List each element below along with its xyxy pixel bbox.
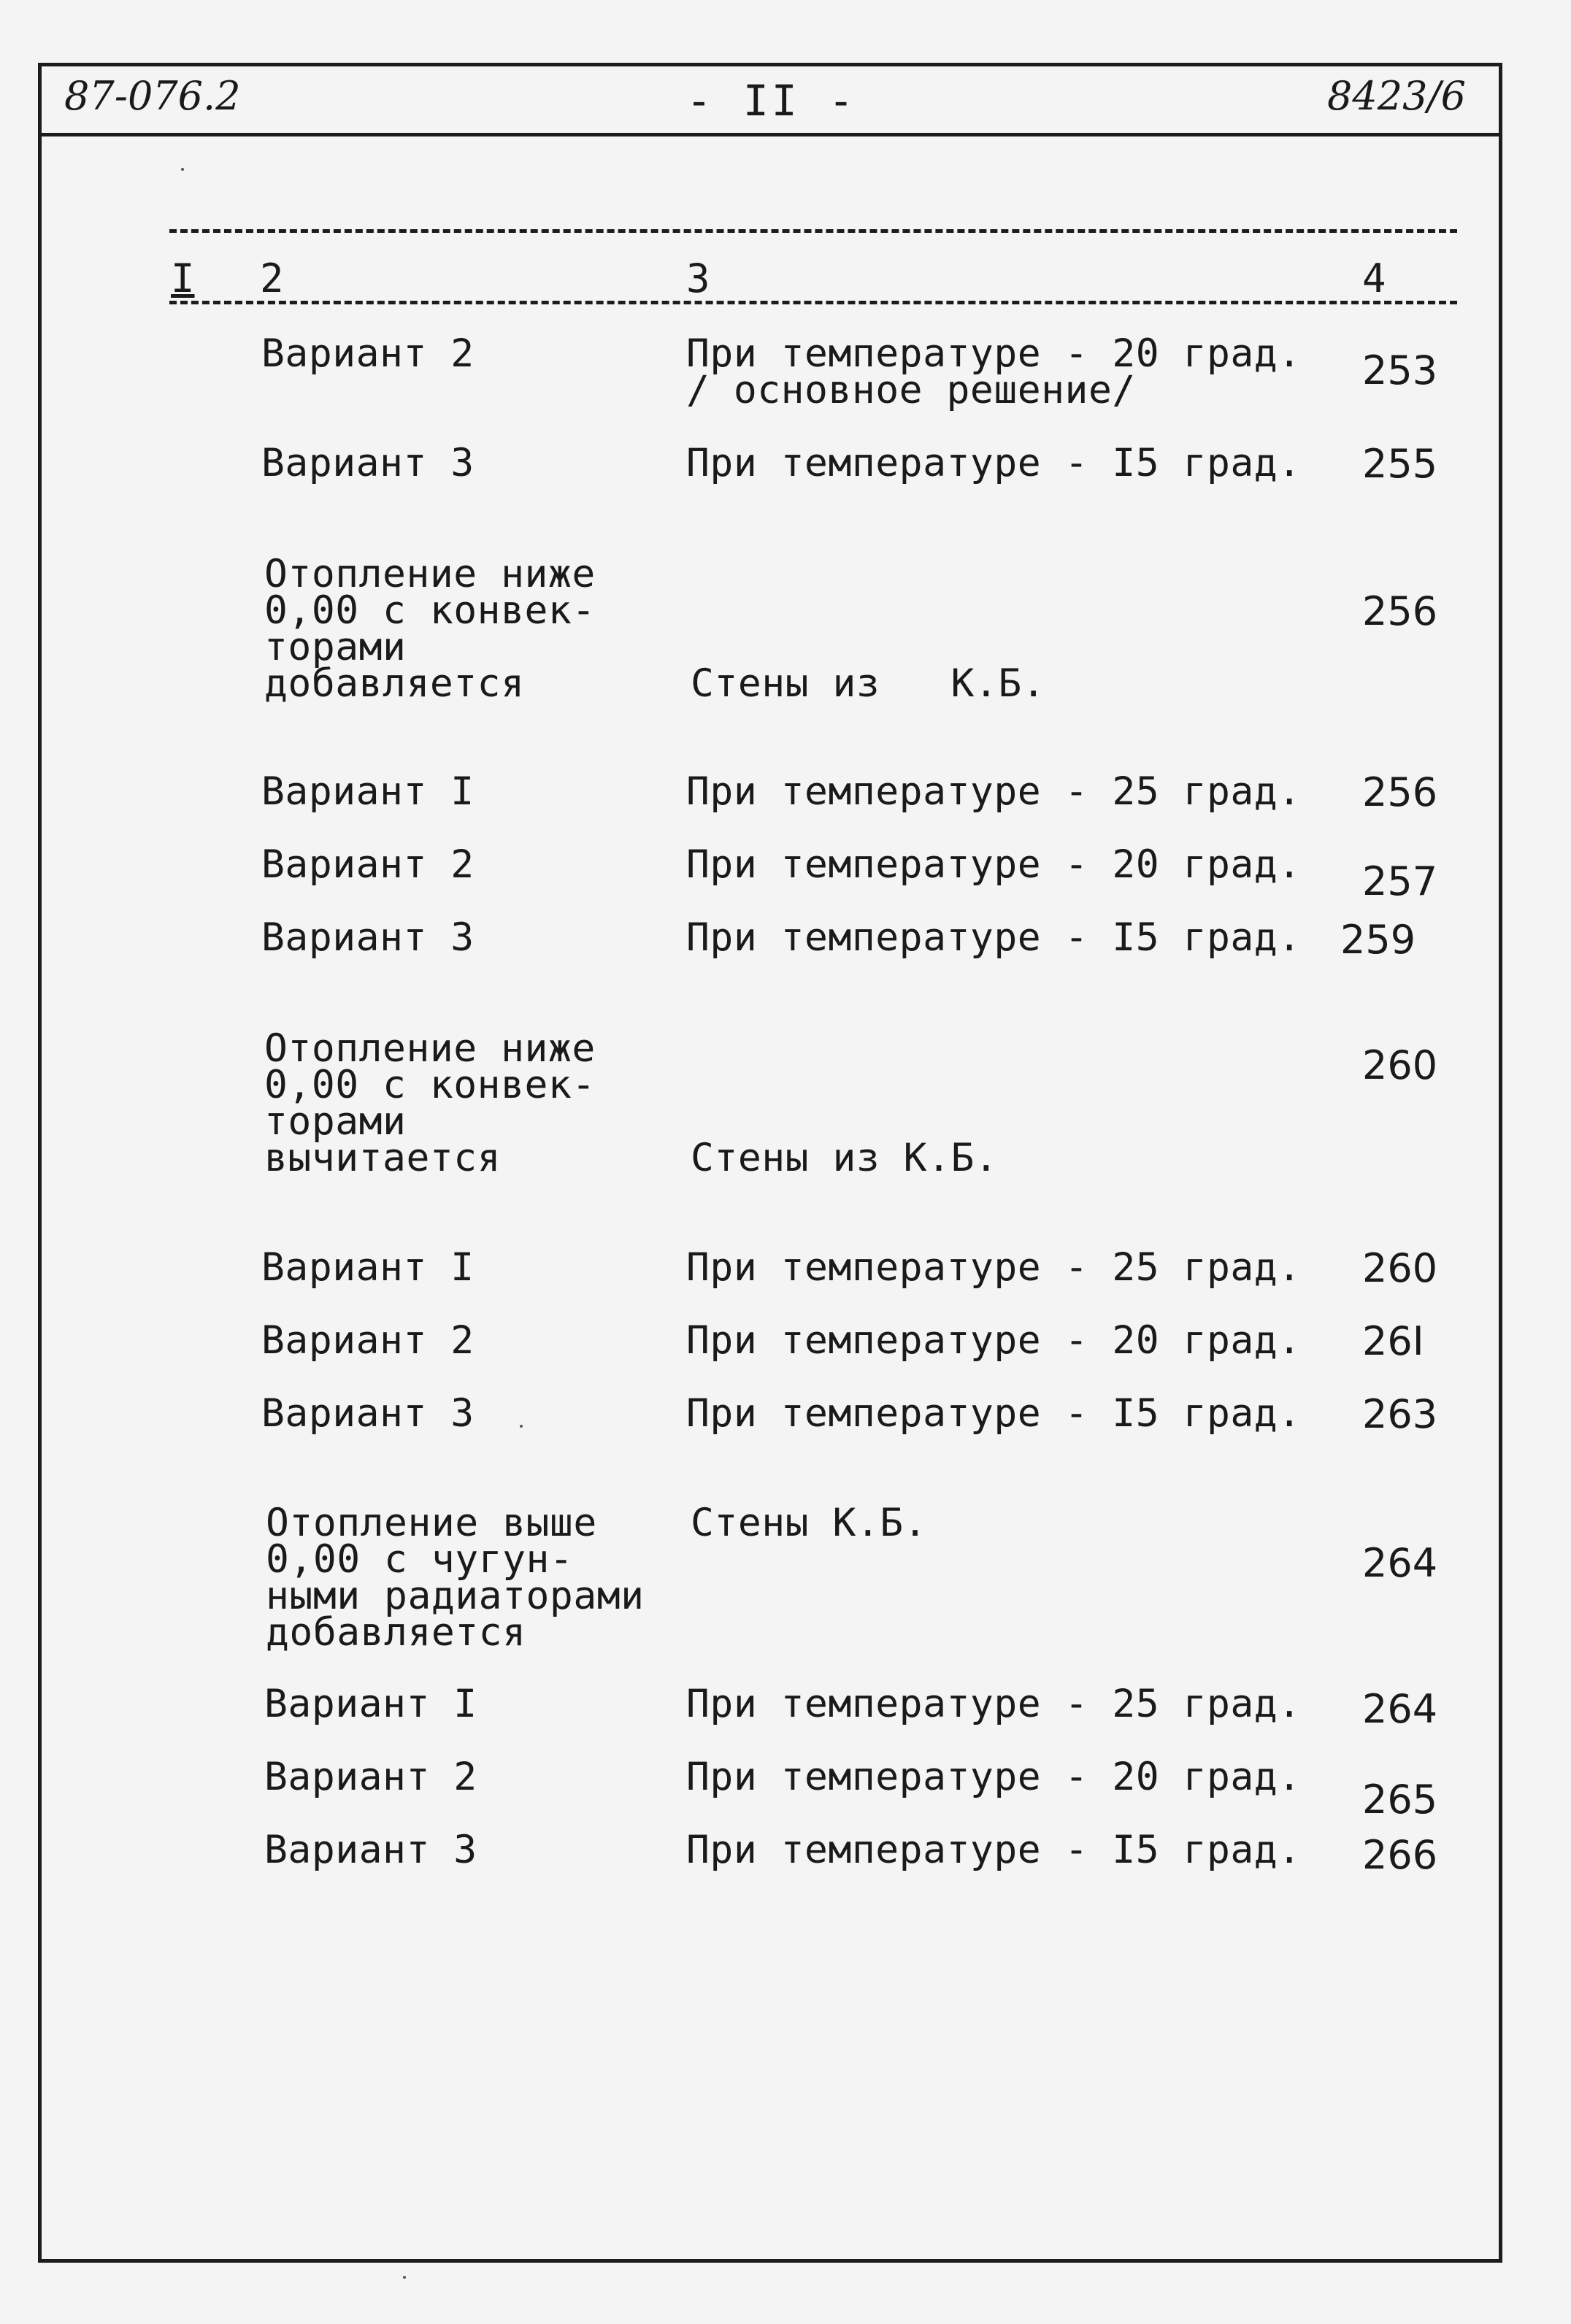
scan-speck (181, 168, 184, 171)
row-page: 264 (1362, 1686, 1438, 1732)
row-description: При температуре - 20 град. (686, 842, 1302, 887)
row-page: 256 (1362, 769, 1438, 815)
row-label: Вариант 3 (261, 441, 475, 485)
column-number-3: 3 (686, 255, 710, 301)
row-description: Стены из К.Б. (691, 1136, 999, 1180)
row-description: При температуре - 25 град. (686, 1245, 1302, 1290)
row-page: 26I (1362, 1318, 1424, 1364)
row-label: Отопление выше 0,00 с чугун- ными радиаторами добавляется (266, 1501, 645, 1655)
row-label: Вариант I (264, 1682, 477, 1726)
row-label: Отопление ниже 0,00 с конвек- торами вычитается (264, 1026, 596, 1180)
row-description: Стены К.Б. (691, 1501, 928, 1545)
row-page: 264 (1362, 1540, 1438, 1586)
row-label: Вариант 3 (264, 1828, 477, 1872)
column-number-2: 2 (260, 255, 284, 301)
row-label: Вариант 3 (261, 1391, 475, 1436)
row-page: 256 (1362, 588, 1438, 634)
row-description: При температуре - I5 град. (686, 1391, 1302, 1436)
page-number: - II - (686, 76, 857, 126)
row-label: Отопление ниже 0,00 с конвек- торами добавляется (264, 552, 596, 706)
row-description: При температуре - I5 град. (686, 441, 1302, 485)
row-label: Вариант 3 (261, 915, 475, 960)
table-top-rule (169, 229, 1457, 233)
row-page: 255 (1362, 441, 1438, 487)
row-label: Вариант I (261, 769, 475, 814)
row-description: При температуре - 25 град. (686, 769, 1302, 814)
row-page: 259 (1340, 917, 1416, 963)
row-page: 253 (1362, 347, 1438, 393)
row-page: 263 (1362, 1391, 1438, 1437)
row-page: 260 (1362, 1245, 1438, 1291)
scan-speck (520, 1425, 523, 1428)
row-description: При температуре - I5 град. (686, 1828, 1302, 1872)
row-label: Вариант 2 (264, 1755, 477, 1799)
row-description: Стены из К.Б. (691, 661, 1046, 706)
row-label: Вариант 2 (261, 842, 475, 887)
row-label: Вариант 2 (261, 1318, 475, 1363)
column-header-rule (169, 301, 1457, 304)
row-description: При температуре - 20 град. (686, 1755, 1302, 1799)
header-rule (38, 133, 1502, 136)
document-code: 87-076.2 (64, 73, 241, 119)
sheet-code: 8423/6 (1327, 73, 1466, 119)
row-description: При температуре - 20 град. / основное решение/ (686, 331, 1302, 412)
row-page: 257 (1362, 858, 1438, 904)
row-description: При температуре - 20 град. (686, 1318, 1302, 1363)
row-description: При температуре - 25 град. (686, 1682, 1302, 1726)
row-label: Вариант I (261, 1245, 475, 1290)
row-page: 260 (1362, 1042, 1438, 1088)
column-number-4: 4 (1362, 255, 1386, 301)
row-label: Вариант 2 (261, 331, 475, 376)
row-description: При температуре - I5 град. (686, 915, 1302, 960)
column-number-1: I (171, 255, 195, 301)
row-page: 265 (1362, 1777, 1438, 1823)
row-page: 266 (1362, 1832, 1438, 1878)
scan-speck (403, 2276, 406, 2279)
